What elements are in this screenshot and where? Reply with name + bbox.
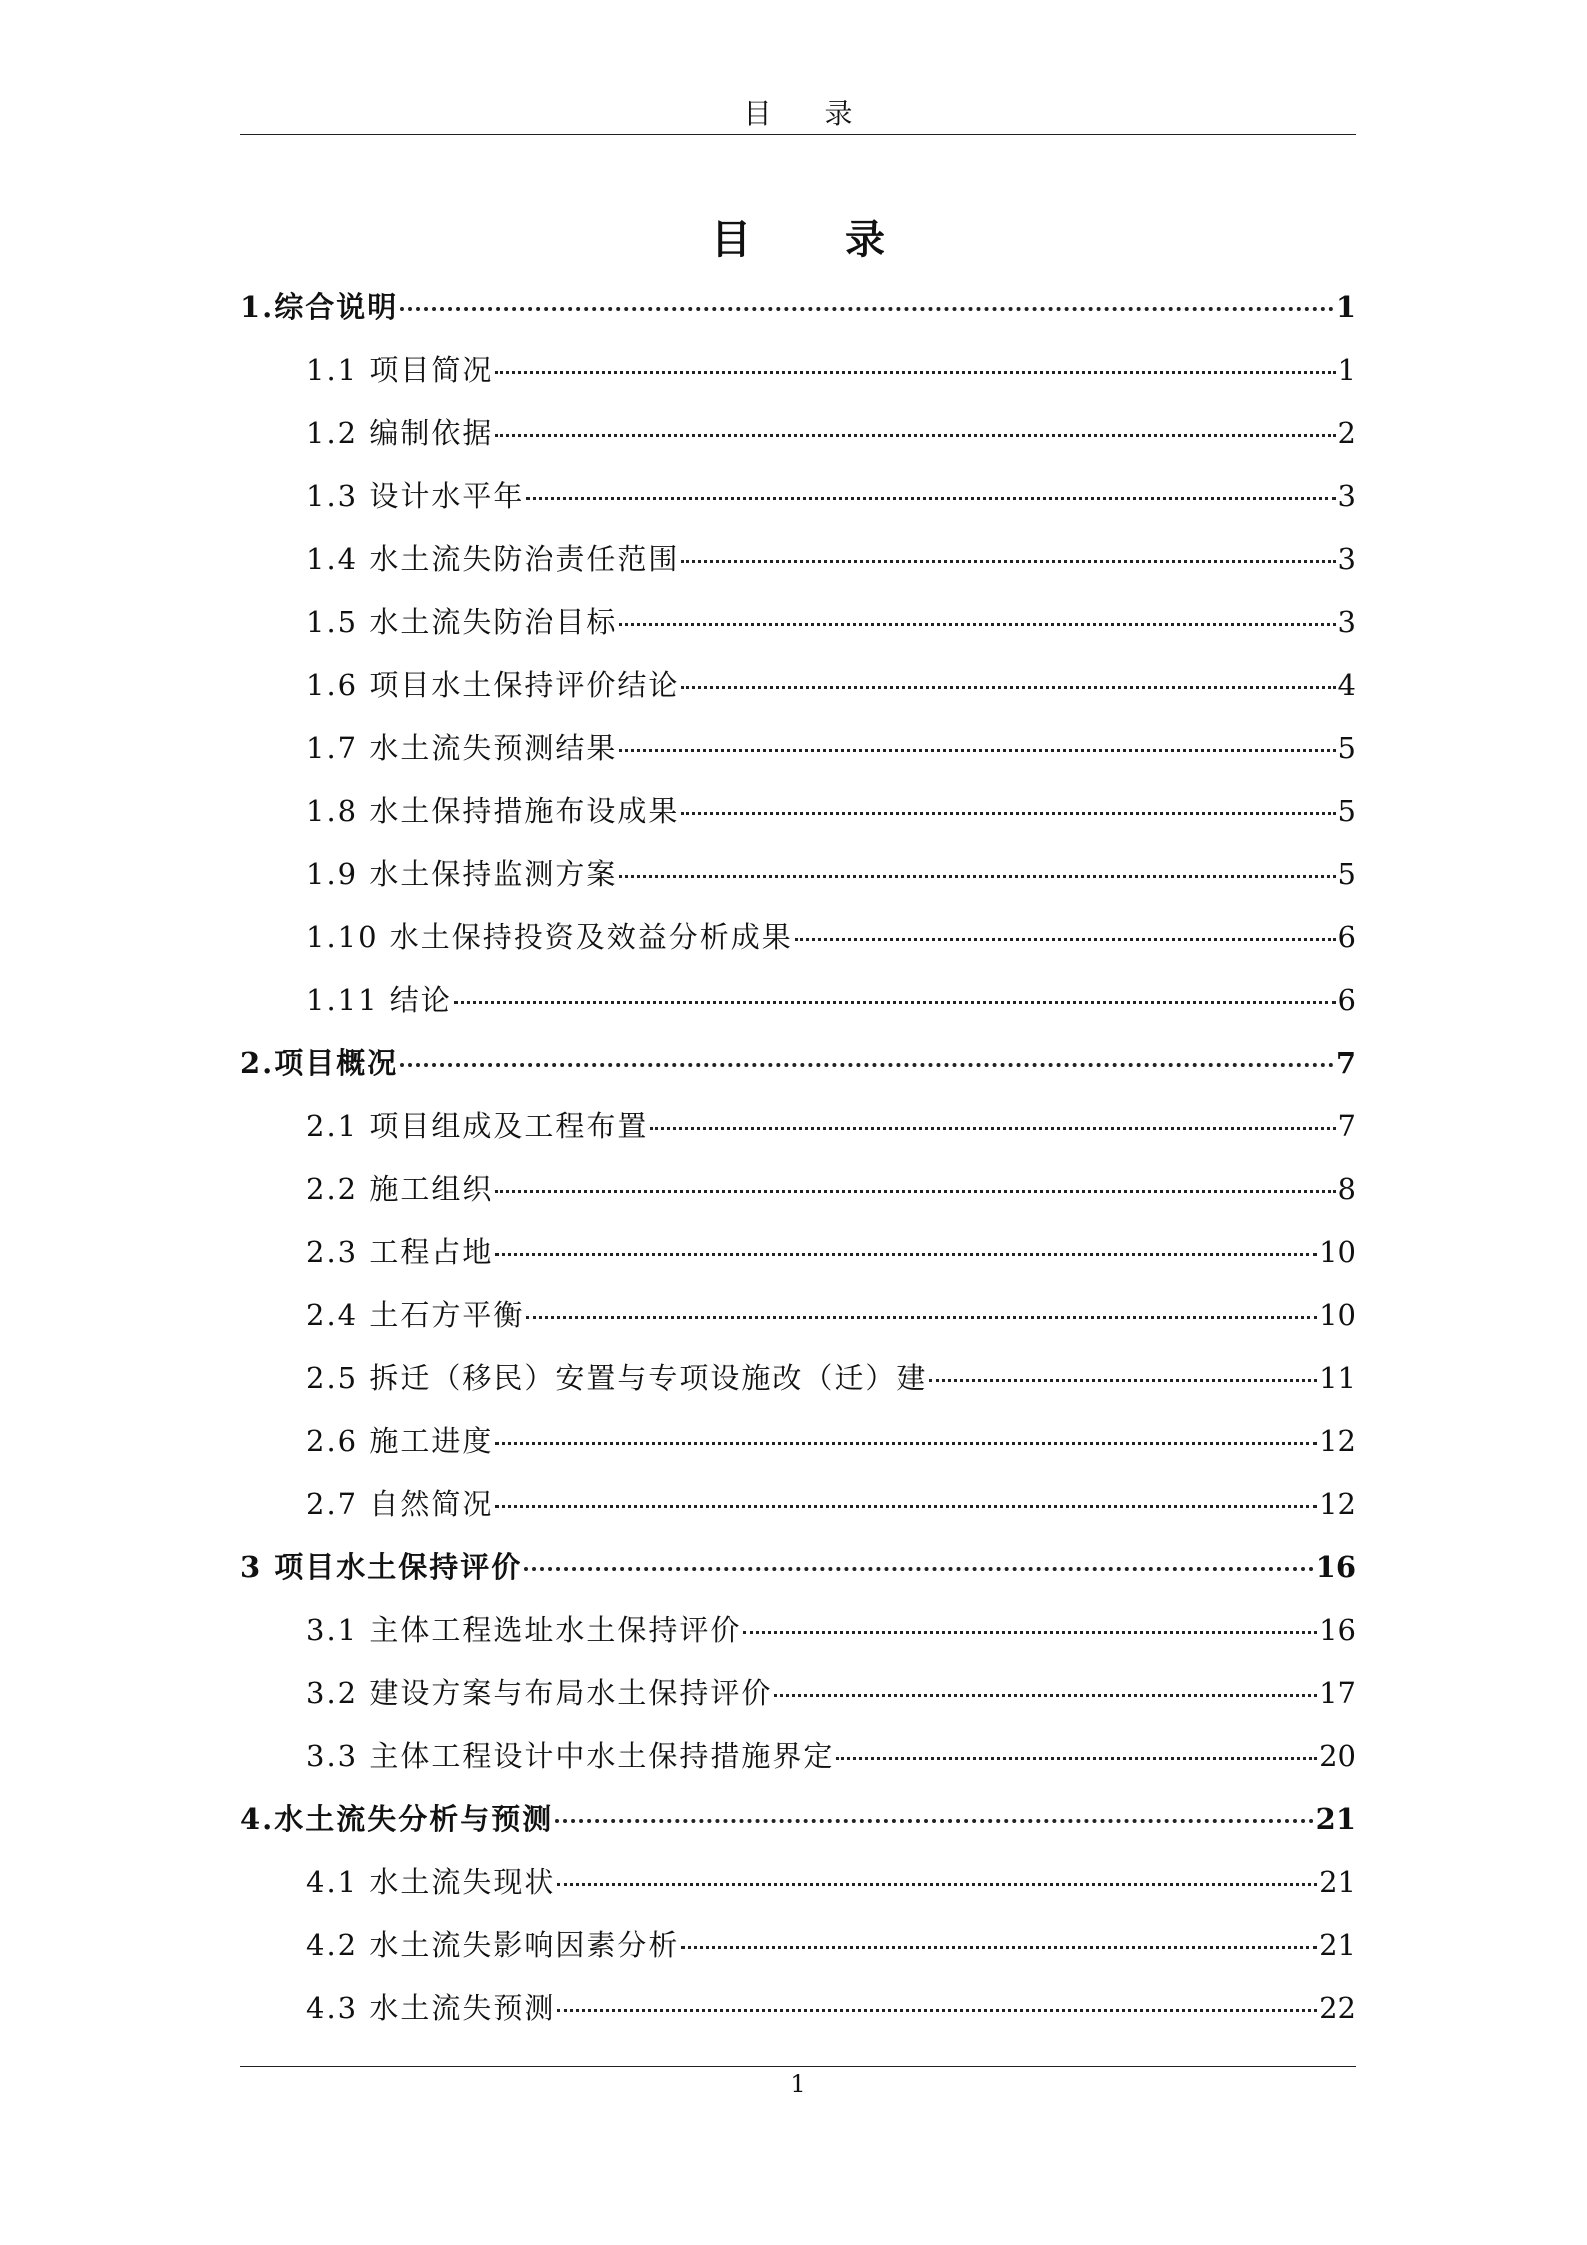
toc-chapter-entry[interactable] — [240, 1536, 1356, 1599]
toc-entry-page: 11 — [1319, 1361, 1356, 1395]
toc-dot-leader — [681, 560, 1335, 563]
toc-dot-leader — [557, 2009, 1317, 2012]
toc-dot-leader — [400, 307, 1334, 311]
toc-entry-label: 3 项目水土保持评价 — [240, 1550, 523, 1584]
toc-entry-label: 1.9 水土保持监测方案 — [306, 857, 618, 891]
toc-dot-leader — [526, 1316, 1317, 1319]
toc-section-entry[interactable] — [240, 1977, 1356, 2040]
toc-entry-page: 4 — [1337, 668, 1356, 702]
toc-chapter-entry[interactable] — [240, 1032, 1356, 1095]
toc-entry-page: 10 — [1319, 1235, 1356, 1269]
toc-entry-page: 16 — [1315, 1550, 1356, 1584]
toc-section-entry[interactable] — [240, 402, 1356, 465]
toc-entry-page: 22 — [1319, 1991, 1356, 2025]
toc-dot-leader — [454, 1001, 1336, 1004]
page-title: 目 录 — [711, 216, 925, 263]
toc-entry-label: 1.3 设计水平年 — [306, 479, 525, 513]
toc-section-entry[interactable] — [240, 1473, 1356, 1536]
toc-section-entry[interactable] — [240, 1725, 1356, 1788]
toc-entry-label: 1.2 编制依据 — [306, 416, 494, 450]
toc-dot-leader — [795, 938, 1336, 941]
toc-entry-page: 7 — [1337, 1109, 1356, 1143]
toc-dot-leader — [495, 1442, 1317, 1445]
toc-dot-leader — [619, 875, 1335, 878]
toc-section-entry[interactable] — [240, 528, 1356, 591]
toc-dot-leader — [681, 686, 1335, 689]
toc-section-entry[interactable] — [240, 906, 1356, 969]
toc-entry-label: 1.1 项目简况 — [306, 353, 494, 387]
toc-section-entry[interactable] — [240, 1410, 1356, 1473]
toc-dot-leader — [650, 1127, 1335, 1130]
toc-dot-leader — [681, 1946, 1317, 1949]
toc-entry-page: 1 — [1337, 353, 1356, 387]
toc-entry-page: 21 — [1319, 1928, 1356, 1962]
toc-entry-page: 6 — [1337, 920, 1356, 954]
toc-section-entry[interactable] — [240, 1221, 1356, 1284]
toc-dot-leader — [743, 1631, 1317, 1634]
toc-dot-leader — [557, 1883, 1317, 1886]
toc-entry-page: 20 — [1319, 1739, 1356, 1773]
toc-entry-page: 21 — [1319, 1865, 1356, 1899]
toc-dot-leader — [524, 1567, 1313, 1571]
toc-section-entry[interactable] — [240, 591, 1356, 654]
header-rule — [240, 134, 1356, 135]
toc-entry-page: 5 — [1337, 731, 1356, 765]
toc-entry-label: 2.7 自然简况 — [306, 1487, 494, 1521]
toc-entry-label: 1.10 水土保持投资及效益分析成果 — [306, 920, 793, 954]
toc-entry-page: 3 — [1337, 605, 1356, 639]
toc-entry-page: 10 — [1319, 1298, 1356, 1332]
toc-entry-page: 21 — [1315, 1802, 1356, 1836]
toc-entry-label: 2.6 施工进度 — [306, 1424, 494, 1458]
toc-entry-page: 1 — [1335, 290, 1356, 324]
toc-dot-leader — [495, 1190, 1335, 1193]
toc-entry-label: 2.1 项目组成及工程布置 — [306, 1109, 649, 1143]
toc-section-entry[interactable] — [240, 717, 1356, 780]
toc-dot-leader — [929, 1379, 1317, 1382]
toc-entry-label: 4.1 水土流失现状 — [306, 1865, 556, 1899]
toc-dot-leader — [555, 1819, 1313, 1823]
footer-rule — [240, 2066, 1356, 2067]
toc-entry-label: 2.项目概况 — [240, 1046, 399, 1080]
running-header: 目 录 — [743, 97, 875, 130]
toc-section-entry[interactable] — [240, 339, 1356, 402]
toc-entry-page: 6 — [1337, 983, 1356, 1017]
toc-entry-label: 1.11 结论 — [306, 983, 452, 1017]
toc-section-entry[interactable] — [240, 780, 1356, 843]
toc-entry-page: 5 — [1337, 857, 1356, 891]
toc-chapter-entry[interactable] — [240, 276, 1356, 339]
toc-dot-leader — [495, 1505, 1317, 1508]
toc-section-entry[interactable] — [240, 969, 1356, 1032]
toc-dot-leader — [495, 371, 1335, 374]
toc-entry-page: 16 — [1319, 1613, 1356, 1647]
toc-dot-leader — [619, 749, 1335, 752]
toc-section-entry[interactable] — [240, 1284, 1356, 1347]
toc-entry-label: 4.水土流失分析与预测 — [240, 1802, 554, 1836]
toc-chapter-entry[interactable] — [240, 1788, 1356, 1851]
toc-section-entry[interactable] — [240, 1347, 1356, 1410]
toc-entry-label: 1.7 水土流失预测结果 — [306, 731, 618, 765]
toc-entry-page: 12 — [1319, 1487, 1356, 1521]
toc-entry-page: 3 — [1337, 542, 1356, 576]
toc-entry-page: 7 — [1335, 1046, 1356, 1080]
toc-section-entry[interactable] — [240, 1851, 1356, 1914]
table-of-contents — [240, 276, 1356, 2040]
toc-entry-page: 5 — [1337, 794, 1356, 828]
toc-dot-leader — [681, 812, 1335, 815]
toc-entry-page: 8 — [1337, 1172, 1356, 1206]
toc-entry-label: 2.4 土石方平衡 — [306, 1298, 525, 1332]
toc-entry-label: 4.3 水土流失预测 — [306, 1991, 556, 2025]
toc-dot-leader — [619, 623, 1335, 626]
toc-dot-leader — [495, 1253, 1317, 1256]
toc-entry-label: 2.5 拆迁（移民）安置与专项设施改（迁）建 — [306, 1361, 928, 1395]
toc-dot-leader — [495, 434, 1335, 437]
toc-section-entry[interactable] — [240, 1914, 1356, 1977]
toc-entry-label: 2.3 工程占地 — [306, 1235, 494, 1269]
toc-section-entry[interactable] — [240, 1095, 1356, 1158]
toc-entry-label: 3.1 主体工程选址水土保持评价 — [306, 1613, 742, 1647]
toc-section-entry[interactable] — [240, 1158, 1356, 1221]
toc-entry-label: 1.8 水土保持措施布设成果 — [306, 794, 680, 828]
toc-section-entry[interactable] — [240, 465, 1356, 528]
toc-dot-leader — [774, 1694, 1317, 1697]
toc-entry-label: 2.2 施工组织 — [306, 1172, 494, 1206]
toc-entry-label: 3.2 建设方案与布局水土保持评价 — [306, 1676, 773, 1710]
toc-entry-label: 1.6 项目水土保持评价结论 — [306, 668, 680, 702]
toc-section-entry[interactable] — [240, 654, 1356, 717]
toc-section-entry[interactable] — [240, 1662, 1356, 1725]
toc-dot-leader — [526, 497, 1335, 500]
toc-section-entry[interactable] — [240, 843, 1356, 906]
toc-entry-label: 1.5 水土流失防治目标 — [306, 605, 618, 639]
toc-entry-page: 3 — [1337, 479, 1356, 513]
toc-dot-leader — [836, 1757, 1317, 1760]
toc-entry-label: 3.3 主体工程设计中水土保持措施界定 — [306, 1739, 835, 1773]
page-number: 1 — [790, 2070, 806, 2098]
toc-entry-label: 1.综合说明 — [240, 290, 399, 324]
toc-entry-page: 17 — [1319, 1676, 1356, 1710]
toc-entry-page: 12 — [1319, 1424, 1356, 1458]
toc-entry-label: 1.4 水土流失防治责任范围 — [306, 542, 680, 576]
toc-section-entry[interactable] — [240, 1599, 1356, 1662]
toc-entry-label: 4.2 水土流失影响因素分析 — [306, 1928, 680, 1962]
toc-dot-leader — [400, 1063, 1334, 1067]
toc-entry-page: 2 — [1337, 416, 1356, 450]
